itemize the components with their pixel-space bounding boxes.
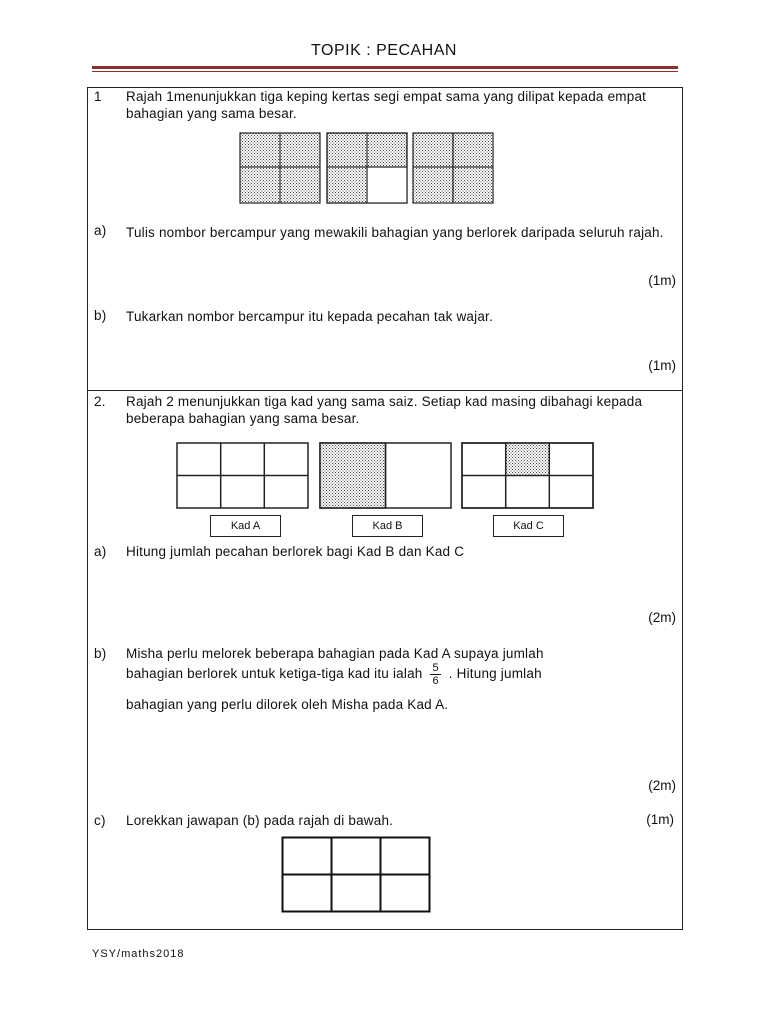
question-1-number: 1 xyxy=(94,89,102,104)
question-2-text: Rajah 2 menunjukkan tiga kad yang sama saiz. Setiap kad masing dibahagi kepada beberapa bahagian yang sama besar. xyxy=(126,394,643,426)
q1b-marks: (1m) xyxy=(648,358,676,373)
kad-b-label: Kad B xyxy=(352,515,423,537)
q2b-line-2-pre: bahagian berlorek untuk ketiga-tiga kad itu ialah xyxy=(126,666,423,682)
q1a-text: Tulis nombor bercampur yang mewakili bahagian yang berlorek daripada seluruh rajah. xyxy=(126,225,664,240)
rajah-1-square-2 xyxy=(327,133,407,203)
rajah-1-figure xyxy=(239,132,495,204)
title-rule-thick xyxy=(92,66,678,69)
q2b-line-2-post: . Hitung jumlah xyxy=(448,666,542,682)
q2a-marks: (2m) xyxy=(648,610,676,625)
rajah-1-square-3 xyxy=(413,133,493,203)
q1a-label: a) xyxy=(94,223,107,238)
q2b-line-3: bahagian yang perlu dilorek oleh Misha pada Kad A. xyxy=(126,697,449,712)
q2c-label: c) xyxy=(94,813,106,828)
q2a-text: Hitung jumlah pecahan berlorek bagi Kad B dan Kad C xyxy=(126,544,465,559)
kad-c-label: Kad C xyxy=(493,515,564,537)
q2b-marks: (2m) xyxy=(648,778,676,793)
title-rule-thin xyxy=(92,71,678,72)
fraction-denominator: 6 xyxy=(432,675,439,687)
q1a-marks: (1m) xyxy=(648,273,676,288)
page-title: TOPIK : PECAHAN xyxy=(311,42,457,59)
kad-a-label: Kad A xyxy=(210,515,281,537)
rajah-2-figure xyxy=(176,442,594,510)
rajah-1-square-1 xyxy=(240,133,320,203)
kad-a-grid xyxy=(177,443,308,508)
fraction-numerator: 5 xyxy=(432,662,439,674)
footer-text: YSY/maths2018 xyxy=(92,948,185,960)
q1b-label: b) xyxy=(94,308,107,323)
fraction-five-sixths xyxy=(430,662,440,687)
q2b-line-1: Misha perlu melorek beberapa bahagian pada Kad A supaya jumlah xyxy=(126,646,544,661)
q2b-label: b) xyxy=(94,646,107,661)
kad-c-grid xyxy=(462,443,593,508)
q2c-text: Lorekkan jawapan (b) pada rajah di bawah. xyxy=(126,813,394,828)
q2b-line-2 xyxy=(126,662,676,687)
question-2-number: 2. xyxy=(94,394,106,409)
q1b-text: Tukarkan nombor bercampur itu kepada pecahan tak wajar. xyxy=(126,309,493,324)
answer-grid xyxy=(281,836,432,914)
q2c-marks: (1m) xyxy=(646,812,674,827)
q2a-label: a) xyxy=(94,544,107,559)
kad-b-grid xyxy=(320,443,451,508)
question-1-text: Rajah 1menunjukkan tiga keping kertas segi empat sama yang dilipat kepada empat bahagian yang sama besar. xyxy=(126,89,647,121)
